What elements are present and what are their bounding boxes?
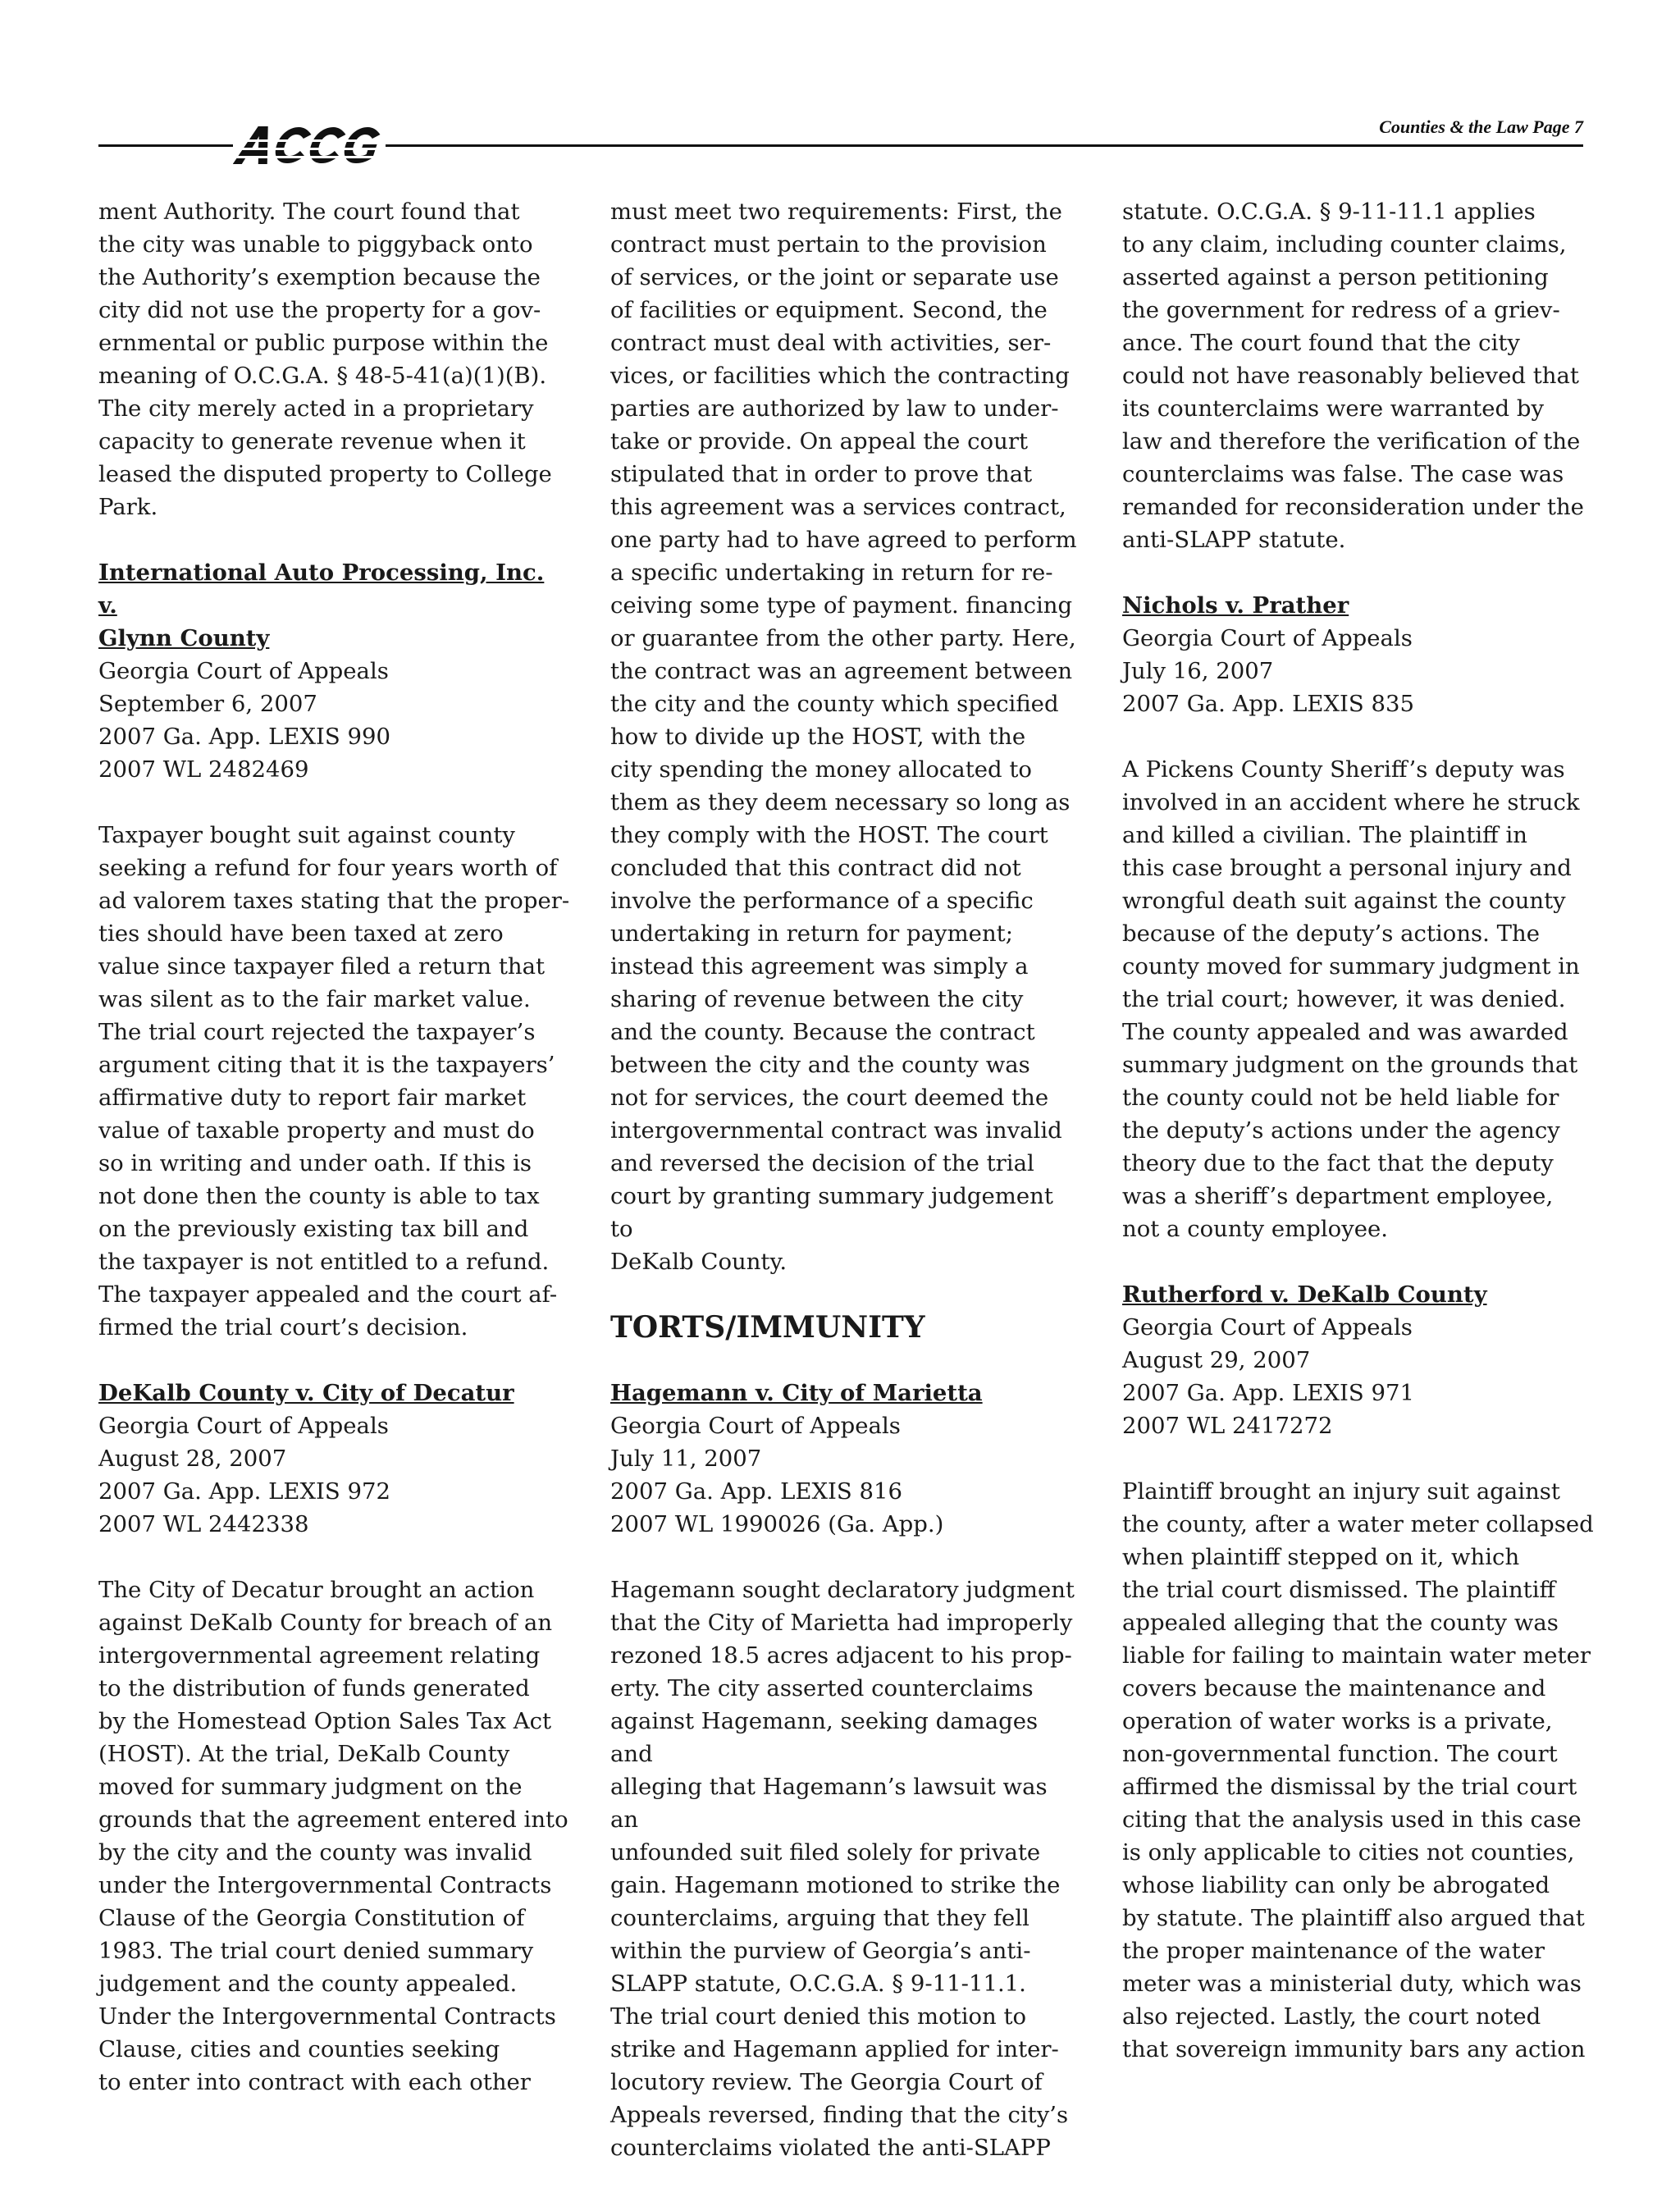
- page-label: Counties & the Law Page 7: [1379, 116, 1583, 137]
- section-heading: TORTS/IMMUNITY: [610, 1310, 925, 1345]
- paragraph: statute. O.C.G.A. § 9-11-11.1 applies to any claim, including counter claims, asserted against a person petitioning the government for redress of a griev- ance. The court found that the city could not have reasonably believed that its counterclaims were warranted by law and therefore the verification of the counterclaims was false. The case was remanded for reconsideration under the anti-SLAPP statute.: [1122, 199, 1584, 553]
- paragraph: ment Authority. The court found that the city was unable to piggyback onto the Authority’s exemption because the city did not use the property for a gov- ernmental or public purpose within the meaning of O.C.G.A. § 48-5-41(a)(1)(B). The city merely acted in a proprietary capacity to generate revenue when it leased the disputed property to College Park.: [98, 199, 552, 520]
- paragraph: Plaintiff brought an injury suit against the county, after a water meter collapsed when plaintiff stepped on it, which the trial court dismissed. The plaintiff appealed alleging that the county was liable for failing to maintain water meter covers because the maintenance and operation of water works is a private, non-governmental function. The court affirmed the dismissal by the trial court citing that the analysis used in this case is only applicable to cities not counties, whose liability can only be abrogated by statute. The plaintiff also argued that the proper maintenance of the water meter was a ministerial duty, which was also rejected. Lastly, the court noted that sovereign immunity bars any action: [1122, 1478, 1594, 2062]
- column-2: [610, 195, 1082, 2197]
- accg-logo: [233, 123, 386, 166]
- page-header: [0, 0, 1680, 172]
- paragraph: The City of Decatur brought an action against DeKalb County for breach of an intergovernmental agreement relating to the distribution of funds generated by the Homestead Option Sales Tax Act (HOST). At the trial, DeKalb County moved for summary judgment on the grounds that the agreement entered into by the city and the county was invalid under the Intergovernmental Contracts Clause of the Georgia Constitution of 1983. The trial court denied summary judgement and the county appealed. Under the Intergovernmental Contracts Clause, cities and counties seeking to enter into contract with each other: [98, 1577, 568, 2095]
- column-1: [98, 195, 570, 2131]
- case-entry: [610, 1377, 1082, 1541]
- case-citation: Georgia Court of Appeals September 6, 2007 2007 Ga. App. LEXIS 990 2007 WL 2482469: [98, 658, 390, 783]
- case-entry: [1122, 589, 1594, 720]
- case-citation: Georgia Court of Appeals July 11, 2007 2007 Ga. App. LEXIS 816 2007 WL 1990026 (Ga. App.): [610, 1413, 944, 1537]
- case-title: DeKalb County v. City of Decatur: [98, 1380, 514, 1406]
- case-citation: Georgia Court of Appeals August 29, 2007 2007 Ga. App. LEXIS 971 2007 WL 2417272: [1122, 1314, 1414, 1439]
- paragraph: A Pickens County Sheriff’s deputy was involved in an accident where he struck and killed a civilian. The plaintiff in this case brought a personal injury and wrongful death suit against the county because of the deputy’s actions. The county moved for summary judgment in the trial court; however, it was denied. The county appealed and was awarded summary judgment on the grounds that the county could not be held liable for the deputy’s actions under the agency theory due to the fact that the deputy was a sheriff’s department employee, not a county employee.: [1122, 756, 1580, 1242]
- case-entry: [98, 556, 570, 786]
- case-title: Nichols v. Prather: [1122, 592, 1349, 619]
- paragraph: must meet two requirements: First, the contract must pertain to the provision of services, or the joint or separate use of facilities or equipment. Second, the contract must deal with activities, ser- vices, or facilities which the contracting parties are authorized by law to under- take or provide. On appeal the court stipulated that in order to prove that this agreement was a services contract, one party had to have agreed to perform a specific undertaking in return for re- ceiving some type of payment. financing or guarantee from the other party. Here, the contract was an agreement between the city and the county which specified how to divide up the HOST, with the city spending the money allocated to them as they deem necessary so long as they comply with the HOST. The court concluded that this contract did not involve the performance of a specific undertaking in return for payment; instead this agreement was simply a sharing of revenue between the city and the county. Because the contract between the city and the county was not for services, the court deemed the intergovernmental contract was invalid and reversed the decision of the trial court by granting summary judgement to DeKalb County.: [610, 199, 1077, 1275]
- case-citation: Georgia Court of Appeals July 16, 2007 2007 Ga. App. LEXIS 835: [1122, 625, 1414, 717]
- case-title: Hagemann v. City of Marietta: [610, 1380, 983, 1406]
- case-title: Rutherford v. DeKalb County: [1122, 1281, 1487, 1308]
- column-3: [1122, 195, 1594, 2099]
- case-entry: [98, 1377, 570, 1541]
- paragraph: Taxpayer bought suit against county seeking a refund for four years worth of ad valorem taxes stating that the proper- ties should have been taxed at zero value since taxpayer filed a return that was silent as to the fair market value. The trial court rejected the taxpayer’s argument citing that it is the taxpayers’ affirmative duty to report fair market value of taxable property and must do so in writing and under oath. If this is not done then the county is able to tax on the previously existing tax bill and the taxpayer is not entitled to a refund. The taxpayer appealed and the court af- firmed the trial court’s decision.: [98, 822, 570, 1341]
- case-entry: [1122, 1278, 1594, 1442]
- case-citation: Georgia Court of Appeals August 28, 2007 2007 Ga. App. LEXIS 972 2007 WL 2442338: [98, 1413, 390, 1537]
- paragraph: Hagemann sought declaratory judgment that the City of Marietta had improperly rezoned 18.5 acres adjacent to his prop- erty. The city asserted counterclaims against Hagemann, seeking damages and alleging that Hagemann’s lawsuit was an unfounded suit filed solely for private gain. Hagemann motioned to strike the counterclaims, arguing that they fell within the purview of Georgia’s anti- SLAPP statute, O.C.G.A. § 9-11-11.1. The trial court denied this motion to strike and Hagemann applied for inter- locutory review. The Georgia Court of Appeals reversed, finding that the city’s counterclaims violated the anti-SLAPP: [610, 1577, 1075, 2161]
- case-title: International Auto Processing, Inc. v. Glynn County: [98, 560, 545, 651]
